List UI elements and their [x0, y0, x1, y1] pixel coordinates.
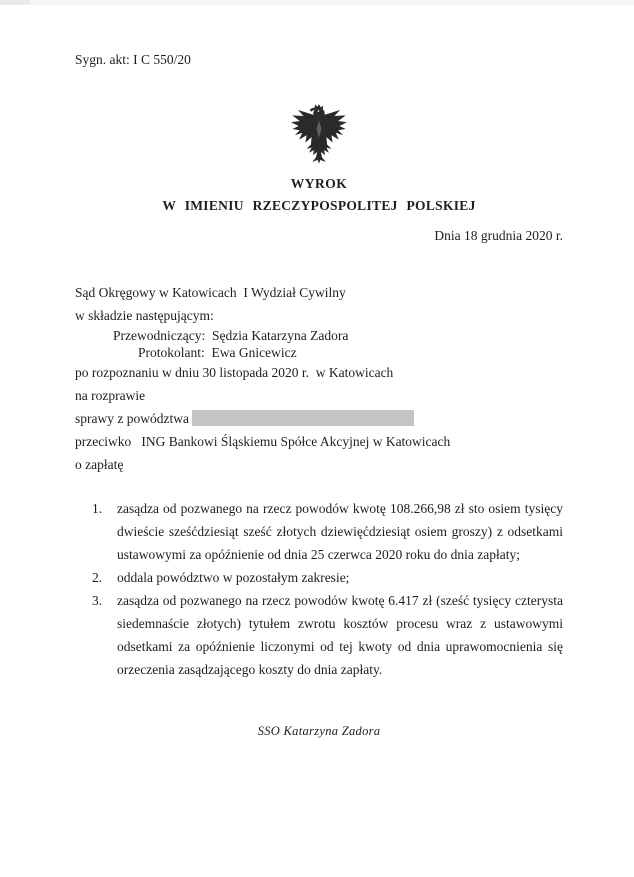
session-type-line: na rozprawie — [75, 388, 146, 403]
court-clerk-line: Protokolant: Ewa Gnicewicz — [138, 345, 297, 360]
ruling-item-text: zasądza od pozwanego na rzecz powodów kwotę 108.266,98 zł sto osiem tysięcy dwieście sześćdziesiąt sześć złotych dziewięćdziesiąt osiem groszy) z odsetkami ustawowymi za opóźnienie od dnia 25 czerwca 2020 roku do dnia zapłaty; — [117, 501, 563, 562]
plaintiff-redaction-box — [192, 410, 414, 426]
judgment-title: WYROK — [290, 176, 348, 191]
ruling-item-number: 3. — [92, 593, 103, 608]
plaintiff-prefix: sprawy z powództwa — [75, 411, 189, 426]
ruling-item — [75, 497, 563, 566]
page-top-edge — [0, 0, 634, 5]
hearing-date-line: po rozpoznaniu w dniu 30 listopada 2020 r. w Katowicach — [75, 365, 394, 380]
ruling-item-number: 1. — [92, 501, 103, 516]
plaintiff-line — [75, 407, 563, 430]
judge-signature: SSO Katarzyna Zadora — [257, 724, 381, 738]
composition-intro-line: w składzie następującym: — [75, 308, 214, 323]
page-top-edge-corner — [0, 0, 30, 5]
court-name-line: Sąd Okręgowy w Katowicach I Wydział Cywilny — [75, 285, 346, 300]
emblem-container — [75, 101, 563, 167]
ruling-item-text: oddala powództwo w pozostałym zakresie; — [117, 570, 350, 585]
ruling-item-text: zasądza od pozwanego na rzecz powodów kwotę 6.417 zł (sześć tysięcy czterysta siedemnaście złotych) tytułem zwrotu kosztów procesu wraz z ustawowymi odsetkami za opóźnienie liczonymi od tej kwoty od dnia uprawomocnienia się orzeczenia zasądzającego koszty do dnia zapłaty. — [117, 593, 563, 677]
ruling-item-number: 2. — [92, 570, 103, 585]
judgment-date: Dnia 18 grudnia 2020 r. — [434, 228, 563, 243]
court-block — [75, 281, 563, 476]
defendant-line: przeciwko ING Bankowi Śląskiemu Spółce Akcyjnej w Katowicach — [75, 434, 451, 449]
ruling-item — [75, 589, 563, 681]
polish-eagle-emblem-icon — [288, 155, 350, 170]
case-number: Sygn. akt: I C 550/20 — [75, 52, 191, 67]
case-subject-line: o zapłatę — [75, 457, 124, 472]
presiding-judge-line: Przewodniczący: Sędzia Katarzyna Zadora — [113, 328, 349, 343]
ruling-list — [75, 497, 563, 681]
ruling-item — [75, 566, 563, 589]
judgment-subtitle: W IMIENIU RZECZYPOSPOLITEJ POLSKIEJ — [162, 198, 476, 213]
